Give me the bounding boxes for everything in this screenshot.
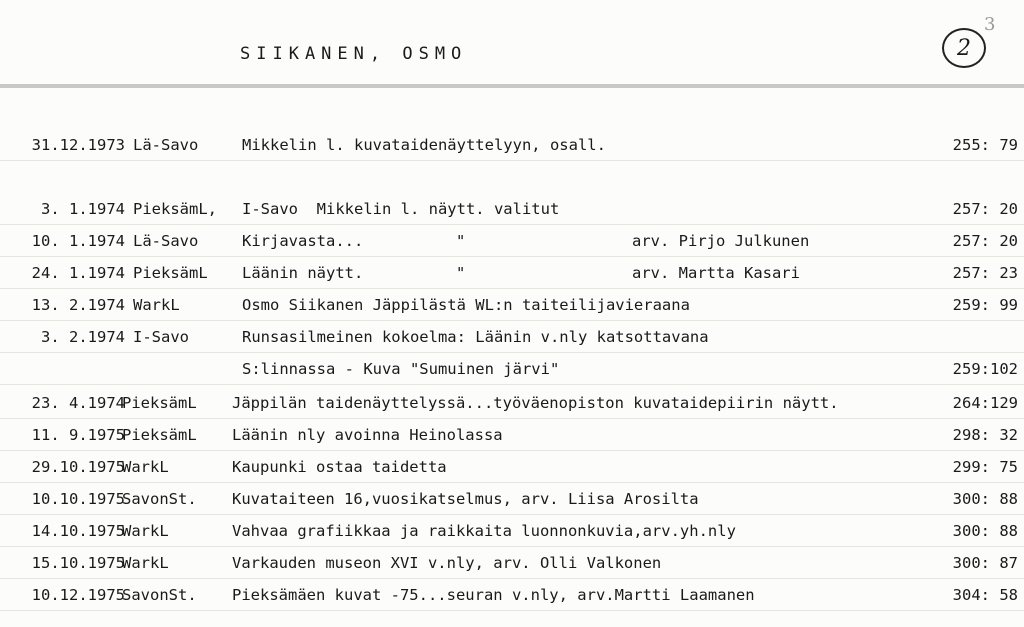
entry-row [0, 354, 1024, 385]
entry-source: I-Savo [133, 328, 189, 346]
entry-description: Osmo Siikanen Jäppilästä WL:n taiteilijavieraana [242, 296, 690, 314]
entry-row [0, 290, 1024, 321]
entry-reference: 299: 75 [952, 458, 1018, 476]
entry-description: Pieksämäen kuvat -75...seuran v.nly, arv.Martti Laamanen [232, 586, 755, 604]
entry-date: 31.12.1973 [31, 136, 125, 154]
entry-reference: 259: 99 [952, 296, 1018, 314]
entry-row [0, 580, 1024, 611]
entry-date: 3. 2.1974 [41, 328, 125, 346]
entry-date: 10. 1.1974 [31, 232, 125, 250]
entry-source: WarkL [122, 522, 169, 540]
entry-reference: 300: 88 [952, 522, 1018, 540]
entry-date: 13. 2.1974 [31, 296, 125, 314]
entry-description: Varkauden museon XVI v.nly, arv. Olli Valkonen [232, 554, 662, 572]
entry-reference: 257: 20 [952, 232, 1018, 250]
entry-row [0, 452, 1024, 483]
entry-row [0, 130, 1024, 161]
entry-reference: 264:129 [952, 394, 1018, 412]
entry-description: Runsasilmeinen kokoelma: Läänin v.nly katsottavana [242, 328, 709, 346]
entry-description: S:linnassa - Kuva "Sumuinen järvi" [242, 360, 560, 378]
entry-description: Kirjavasta... [242, 232, 364, 250]
entry-date: 3. 1.1974 [41, 200, 125, 218]
entry-description: Kuvataiteen 16,vuosikatselmus, arv. Liisa Arosilta [232, 490, 699, 508]
entry-ditto-mark: " [456, 264, 466, 282]
entry-description: Mikkelin l. kuvataidenäyttelyyn, osall. [242, 136, 606, 154]
entry-row [0, 548, 1024, 579]
entry-row [0, 194, 1024, 225]
entry-description: Kaupunki ostaa taidetta [232, 458, 447, 476]
entry-row [0, 516, 1024, 547]
entry-source: WarkL [122, 458, 169, 476]
entry-date: 11. 9.1975 [31, 426, 125, 444]
entry-reference: 304: 58 [952, 586, 1018, 604]
entry-source: SavonSt. [122, 586, 197, 604]
entry-reviewer: arv. Martta Kasari [632, 264, 800, 282]
entry-source: Lä-Savo [133, 232, 199, 250]
corner-pencil-mark: 3 [984, 14, 996, 35]
entry-reference: 257: 23 [952, 264, 1018, 282]
entry-reference: 255: 79 [952, 136, 1018, 154]
entry-reference: 300: 87 [952, 554, 1018, 572]
header-divider [0, 84, 1024, 88]
circled-page-number: 2 [942, 28, 986, 68]
entry-row [0, 322, 1024, 353]
entry-source: SavonSt. [122, 490, 197, 508]
entry-date: 10.12.1975 [31, 586, 125, 604]
entry-source: PieksämL, [133, 200, 217, 218]
entry-date: 24. 1.1974 [31, 264, 125, 282]
entry-row [0, 484, 1024, 515]
entry-description: Läänin näytt. [242, 264, 364, 282]
entry-row [0, 388, 1024, 419]
entry-description: Vahvaa grafiikkaa ja raikkaita luonnonkuvia,arv.yh.nly [232, 522, 736, 540]
entry-date: 29.10.1975 [31, 458, 125, 476]
entry-description: Läänin nly avoinna Heinolassa [232, 426, 503, 444]
entry-row [0, 258, 1024, 289]
entry-date: 15.10.1975 [31, 554, 125, 572]
entry-reviewer: arv. Pirjo Julkunen [632, 232, 810, 250]
entry-row [0, 226, 1024, 257]
card-title: SIIKANEN, OSMO [240, 44, 468, 64]
entry-row [0, 420, 1024, 451]
entry-reference: 298: 32 [952, 426, 1018, 444]
entry-ditto-mark: " [456, 232, 466, 250]
entry-reference: 259:102 [952, 360, 1018, 378]
entry-source: PieksämL [122, 426, 197, 444]
entry-date: 10.10.1975 [31, 490, 125, 508]
entry-source: WarkL [122, 554, 169, 572]
entry-date: 23. 4.1974 [31, 394, 125, 412]
entry-date: 14.10.1975 [31, 522, 125, 540]
entry-source: PieksämL [122, 394, 197, 412]
entry-reference: 300: 88 [952, 490, 1018, 508]
entry-description: Jäppilän taidenäyttelyssä...työväenopiston kuvataidepiirin näytt. [232, 394, 839, 412]
entry-source: Lä-Savo [133, 136, 199, 154]
entry-source: PieksämL [133, 264, 208, 282]
entry-reference: 257: 20 [952, 200, 1018, 218]
entry-source: WarkL [133, 296, 180, 314]
entry-description: I-Savo Mikkelin l. näytt. valitut [242, 200, 560, 218]
